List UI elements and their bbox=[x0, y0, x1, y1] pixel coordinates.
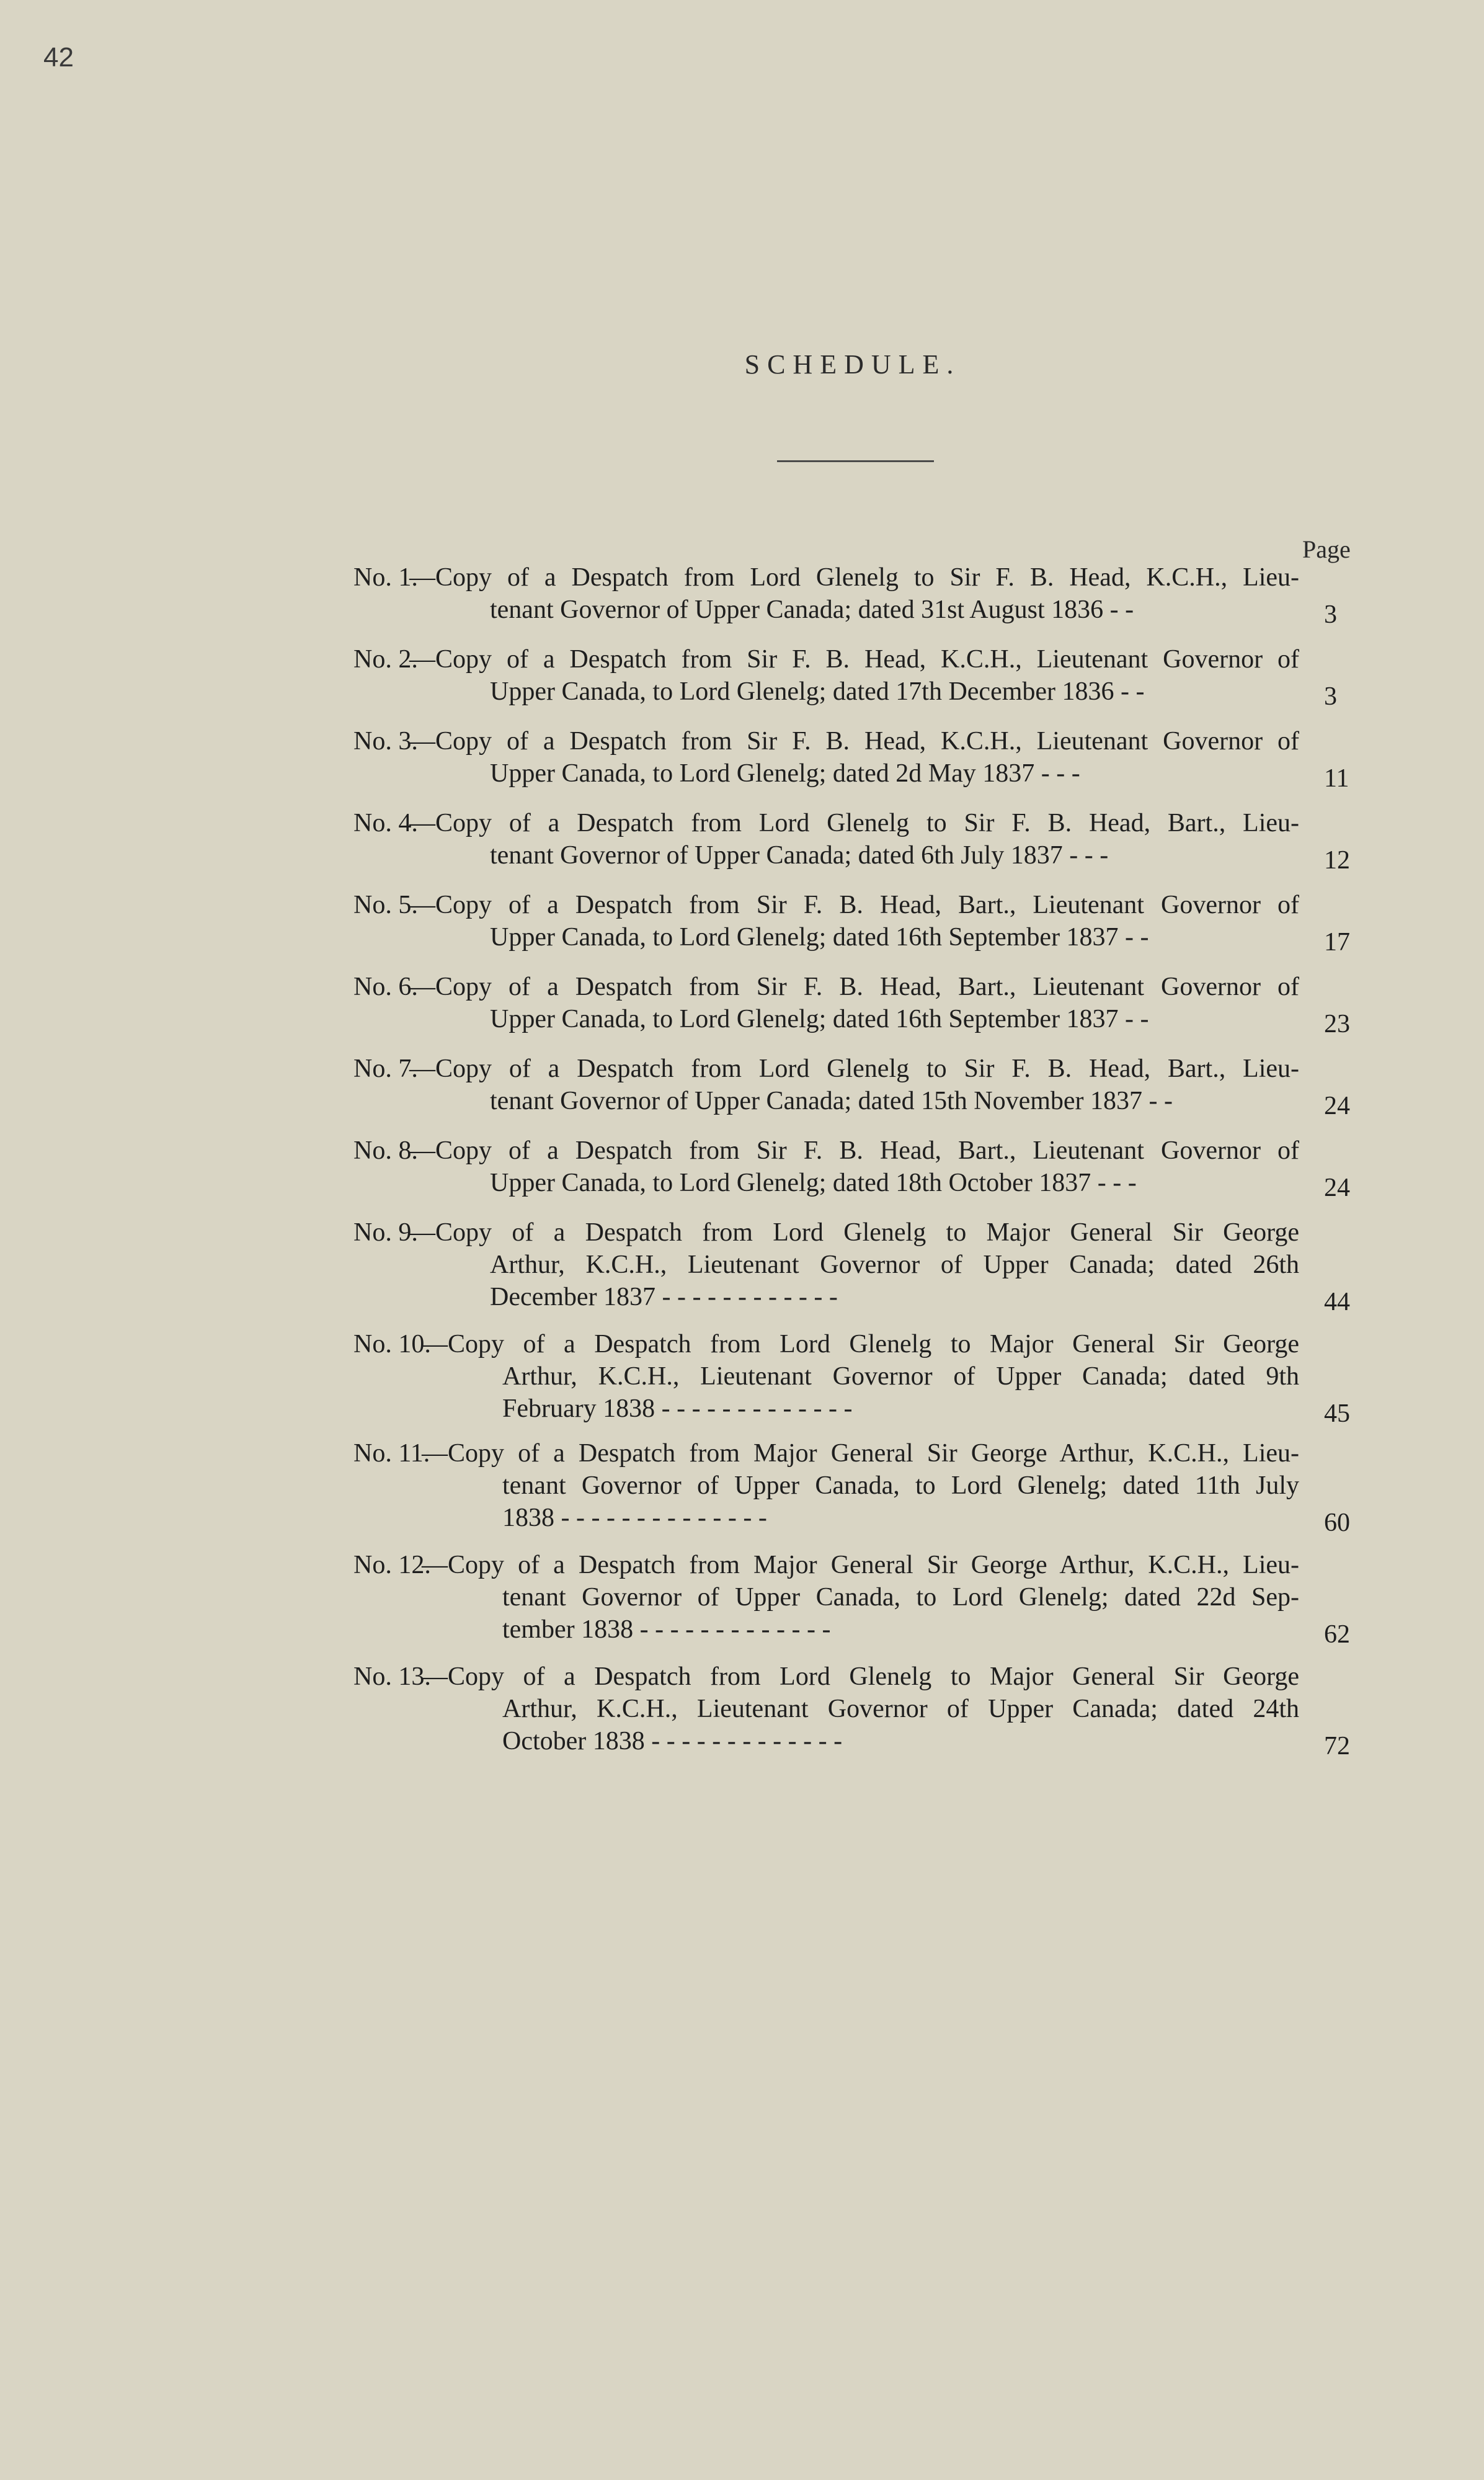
entry-description bbox=[422, 1549, 1299, 1646]
schedule-title: SCHEDULE. bbox=[744, 349, 961, 380]
entry-line: —Copy of a Despatch from Sir F. B. Head, K.C.H., Lieutenant Governor of bbox=[409, 727, 1299, 756]
entry-page: 23 bbox=[1324, 1010, 1350, 1038]
entry-line: —Copy of a Despatch from Sir F. B. Head, K.C.H., Lieutenant Governor of bbox=[409, 645, 1299, 674]
entry-line: Upper Canada, to Lord Glenelg; dated 17th December 1836 - - bbox=[490, 677, 1145, 706]
entry-page: 44 bbox=[1324, 1288, 1350, 1316]
title-rule bbox=[777, 460, 934, 462]
entry-number: No. 10. bbox=[353, 1330, 431, 1358]
entry-page: 3 bbox=[1324, 600, 1337, 629]
entry-line: —Copy of a Despatch from Lord Glenelg to Major General Sir George bbox=[409, 1218, 1299, 1247]
entry-line: tember 1838 - - - - - - - - - - - - - bbox=[502, 1615, 831, 1644]
page-column-header: Page bbox=[1302, 535, 1351, 563]
entry-description bbox=[409, 971, 1299, 1035]
entry-page: 12 bbox=[1324, 846, 1350, 875]
entry-line: tenant Governor of Upper Canada, to Lord Glenelg; dated 22d Sep- bbox=[502, 1583, 1299, 1612]
entry-number: No. 7. bbox=[353, 1055, 418, 1083]
entry-number: No. 13. bbox=[353, 1662, 431, 1691]
entry-line: October 1838 - - - - - - - - - - - - - bbox=[502, 1727, 843, 1755]
page-number: 42 bbox=[43, 42, 74, 73]
entry-description bbox=[422, 1437, 1299, 1534]
entry-line: —Copy of a Despatch from Lord Glenelg to Sir F. B. Head, Bart., Lieu- bbox=[409, 809, 1299, 837]
entry-number: No. 5. bbox=[353, 891, 418, 919]
entry-number: No. 8. bbox=[353, 1136, 418, 1165]
entry-description bbox=[409, 1053, 1299, 1117]
entry-number: No. 2. bbox=[353, 645, 418, 674]
entry-page: 24 bbox=[1324, 1092, 1350, 1120]
entry-line: December 1837 - - - - - - - - - - - - bbox=[490, 1283, 838, 1311]
entry-line: Arthur, K.C.H., Lieutenant Governor of Upper Canada; dated 24th bbox=[502, 1695, 1299, 1723]
entry-line: Upper Canada, to Lord Glenelg; dated 18th October 1837 - - - bbox=[490, 1169, 1137, 1197]
entry-line: February 1838 - - - - - - - - - - - - - bbox=[502, 1394, 853, 1423]
entry-line: Upper Canada, to Lord Glenelg; dated 2d May 1837 - - - bbox=[490, 759, 1080, 788]
entry-line: —Copy of a Despatch from Major General Sir George Arthur, K.C.H., Lieu- bbox=[422, 1551, 1299, 1579]
entry-page: 60 bbox=[1324, 1509, 1350, 1537]
entry-number: No. 4. bbox=[353, 809, 418, 837]
entry-number: No. 9. bbox=[353, 1218, 418, 1247]
entry-number: No. 3. bbox=[353, 727, 418, 756]
entry-description bbox=[409, 561, 1299, 626]
entry-line: —Copy of a Despatch from Lord Glenelg to Major General Sir George bbox=[422, 1330, 1299, 1358]
entry-page: 72 bbox=[1324, 1732, 1350, 1760]
entry-line: —Copy of a Despatch from Sir F. B. Head, Bart., Lieutenant Governor of bbox=[409, 1136, 1299, 1165]
entry-line: tenant Governor of Upper Canada; dated 6th July 1837 - - - bbox=[490, 841, 1109, 870]
entry-line: tenant Governor of Upper Canada; dated 15th November 1837 - - bbox=[490, 1087, 1173, 1115]
entry-description bbox=[409, 807, 1299, 872]
entry-line: Upper Canada, to Lord Glenelg; dated 16th September 1837 - - bbox=[490, 923, 1149, 952]
entry-line: 1838 - - - - - - - - - - - - - - bbox=[502, 1504, 767, 1532]
entry-line: —Copy of a Despatch from Lord Glenelg to Major General Sir George bbox=[422, 1662, 1299, 1691]
entry-line: —Copy of a Despatch from Sir F. B. Head, Bart., Lieutenant Governor of bbox=[409, 891, 1299, 919]
entry-number: No. 11. bbox=[353, 1439, 430, 1468]
entry-description bbox=[409, 1135, 1299, 1199]
entry-page: 17 bbox=[1324, 928, 1350, 957]
entry-description bbox=[409, 643, 1299, 708]
entry-line: Arthur, K.C.H., Lieutenant Governor of Upper Canada; dated 26th bbox=[490, 1251, 1299, 1279]
entry-line: Upper Canada, to Lord Glenelg; dated 16th September 1837 - - bbox=[490, 1005, 1149, 1033]
entry-number: No. 12. bbox=[353, 1551, 431, 1579]
entry-line: —Copy of a Despatch from Sir F. B. Head, Bart., Lieutenant Governor of bbox=[409, 973, 1299, 1001]
entry-description bbox=[422, 1661, 1299, 1757]
entry-description bbox=[409, 889, 1299, 953]
entry-description bbox=[409, 725, 1299, 790]
entry-line: Arthur, K.C.H., Lieutenant Governor of Upper Canada; dated 9th bbox=[502, 1362, 1299, 1391]
entry-page: 3 bbox=[1324, 682, 1337, 711]
entry-description bbox=[409, 1216, 1299, 1313]
entry-page: 62 bbox=[1324, 1620, 1350, 1649]
entry-page: 11 bbox=[1324, 764, 1349, 793]
entry-line: —Copy of a Despatch from Lord Glenelg to Sir F. B. Head, K.C.H., Lieu- bbox=[409, 563, 1299, 592]
entry-line: tenant Governor of Upper Canada, to Lord Glenelg; dated 11th July bbox=[502, 1471, 1299, 1500]
entry-number: No. 1. bbox=[353, 563, 418, 592]
entry-number: No. 6. bbox=[353, 973, 418, 1001]
entry-line: tenant Governor of Upper Canada; dated 31st August 1836 - - bbox=[490, 595, 1134, 624]
entry-page: 45 bbox=[1324, 1399, 1350, 1428]
entry-page: 24 bbox=[1324, 1174, 1350, 1202]
entry-line: —Copy of a Despatch from Major General Sir George Arthur, K.C.H., Lieu- bbox=[422, 1439, 1299, 1468]
entry-description bbox=[422, 1328, 1299, 1425]
entry-line: —Copy of a Despatch from Lord Glenelg to Sir F. B. Head, Bart., Lieu- bbox=[409, 1055, 1299, 1083]
